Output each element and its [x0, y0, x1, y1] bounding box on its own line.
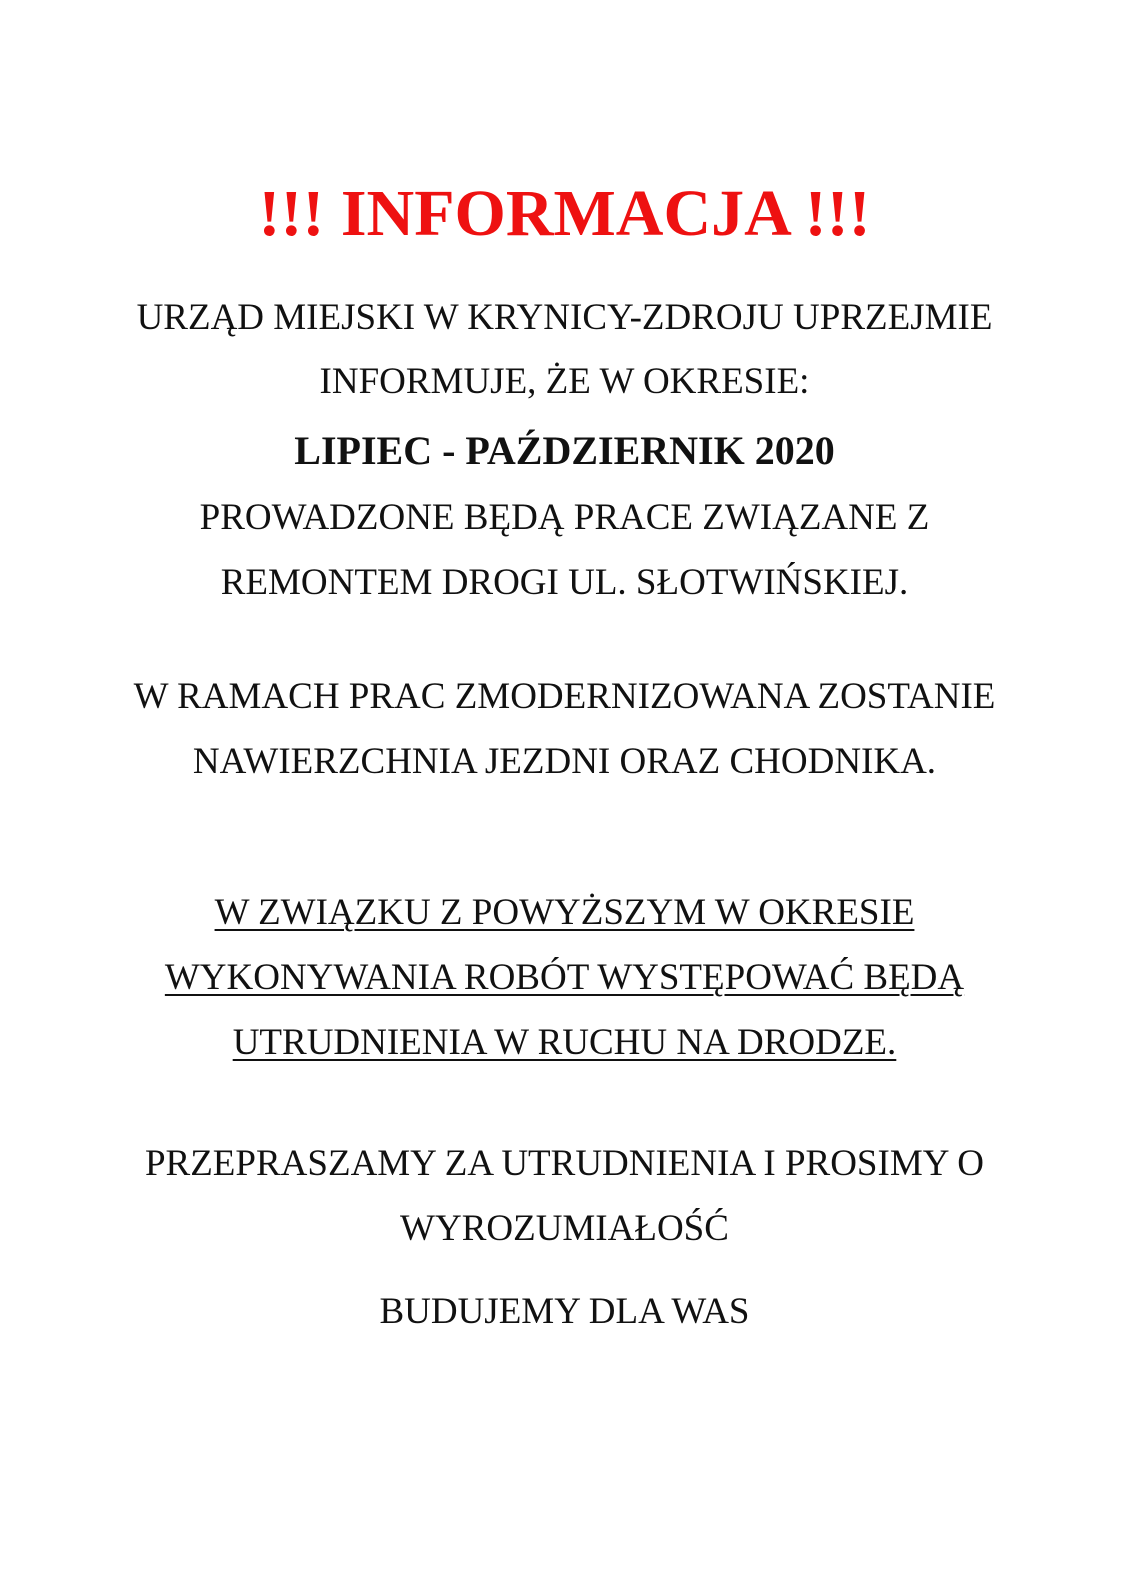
works-line-1: PROWADZONE BĘDĄ PRACE ZWIĄZANE Z: [199, 497, 930, 538]
notice-title: !!! INFORMACJA !!!: [258, 177, 871, 250]
apology-line-1: PRZEPRASZAMY ZA UTRUDNIENIA I PROSIMY O: [144, 1143, 985, 1184]
intro-line-1: URZĄD MIEJSKI W KRYNICY-ZDROJU UPRZEJMIE: [136, 297, 993, 338]
apology-line-2: WYROZUMIAŁOŚĆ: [400, 1208, 729, 1249]
warning-line-3: [0, 1021, 1129, 1065]
warning-text-2: WYKONYWANIA ROBÓT WYSTĘPOWAĆ BĘDĄ: [164, 957, 965, 998]
scope-line-1: W RAMACH PRAC ZMODERNIZOWANA ZOSTANIE: [133, 676, 996, 717]
works-line-2: REMONTEM DROGI UL. SŁOTWIŃSKIEJ.: [220, 562, 909, 603]
work-period: LIPIEC - PAŹDZIERNIK 2020: [294, 428, 835, 473]
scope-line-2: NAWIERZCHNIA JEZDNI ORAZ CHODNIKA.: [192, 741, 937, 782]
intro-line-2: INFORMUJE, ŻE W OKRESIE:: [319, 361, 810, 402]
warning-line-1: [0, 891, 1129, 935]
warning-text-3: UTRUDNIENIA W RUCHU NA DRODZE.: [232, 1022, 897, 1063]
closing-line: BUDUJEMY DLA WAS: [379, 1291, 750, 1332]
warning-line-2: [0, 956, 1129, 1000]
warning-text-1: W ZWIĄZKU Z POWYŻSZYM W OKRESIE: [214, 892, 915, 933]
